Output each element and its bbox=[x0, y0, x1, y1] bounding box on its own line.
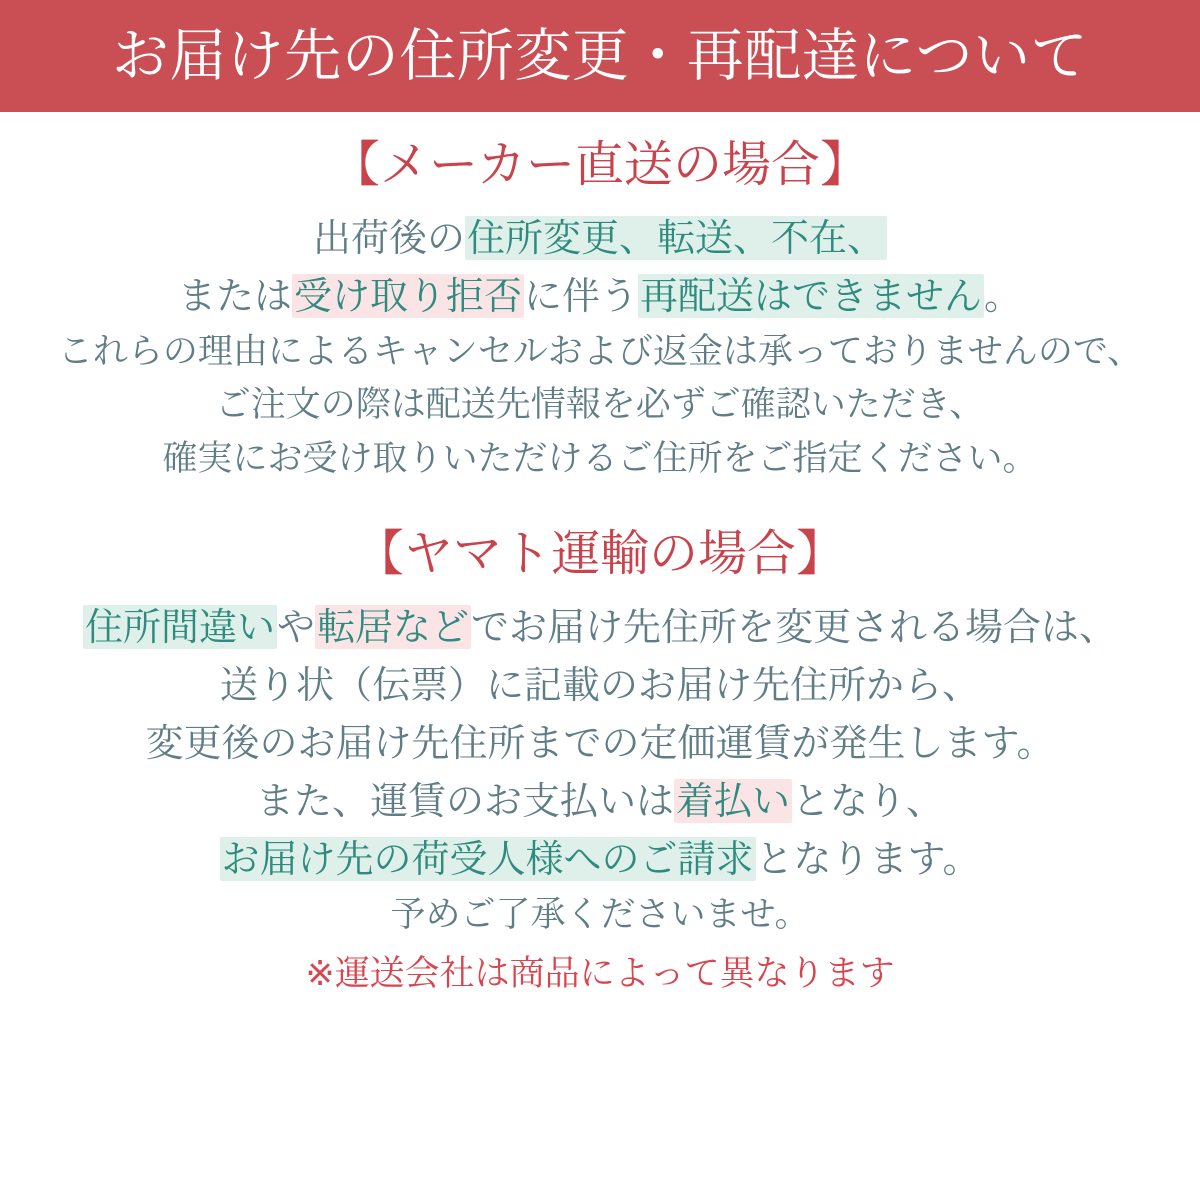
notice-line bbox=[0, 599, 1200, 657]
line-part-highlight: 再配送はできません bbox=[640, 273, 983, 318]
line-part: または bbox=[177, 273, 292, 318]
page-title: お届け先の住所変更・再配達について bbox=[111, 22, 1089, 89]
line-part: となり、 bbox=[792, 778, 945, 823]
line-part-highlight: 着払い bbox=[675, 778, 790, 823]
section-lines-yamato bbox=[0, 599, 1200, 942]
line-part: 変更後のお届け先住所までの定価運賃が発生します。 bbox=[145, 720, 1055, 765]
line-part-highlight: 転居など bbox=[317, 604, 470, 649]
line-part: に伴う bbox=[523, 273, 638, 318]
notice-body bbox=[0, 138, 1200, 998]
notice-line bbox=[0, 657, 1200, 715]
notice-line bbox=[0, 326, 1200, 380]
line-part: 送り状（伝票）に記載のお届け先住所から、 bbox=[219, 662, 980, 707]
line-part: 確実にお受け取りいただけるご住所をご指定ください。 bbox=[162, 439, 1038, 480]
page-header bbox=[0, 0, 1200, 112]
line-part: でお届け先住所を変更される場合は、 bbox=[471, 604, 1118, 649]
notice-line bbox=[0, 210, 1200, 268]
notice-line bbox=[0, 773, 1200, 831]
notice-line bbox=[0, 433, 1200, 487]
line-part: これらの理由によるキャンセルおよび返金は承っておりませんので、 bbox=[57, 331, 1143, 372]
section-heading-maker-direct: 【メーカー直送の場合】 bbox=[330, 136, 870, 193]
line-part: となります。 bbox=[755, 836, 981, 881]
line-part-highlight: お届け先の荷受人様へのご請求 bbox=[221, 836, 754, 881]
line-part: また、運賃のお支払いは bbox=[255, 778, 674, 823]
line-part: 出荷後の bbox=[312, 215, 465, 260]
section-divider-spacer bbox=[0, 487, 1200, 501]
line-part: や bbox=[276, 604, 315, 649]
line-part-highlight: 受け取り拒否 bbox=[293, 273, 522, 318]
section-heading-yamato: 【ヤマト運輸の場合】 bbox=[354, 524, 845, 582]
line-part-highlight: 住所変更、転送、不在、 bbox=[467, 215, 886, 260]
line-part: ご注文の際は配送先情報を必ずご確認いただき、 bbox=[215, 385, 985, 426]
notice-line bbox=[0, 379, 1200, 433]
section-lines-maker-direct bbox=[0, 210, 1200, 487]
notice-line bbox=[0, 268, 1200, 326]
notice-line bbox=[0, 831, 1200, 889]
notice-line bbox=[0, 715, 1200, 773]
line-part-highlight: 住所間違い bbox=[84, 604, 275, 649]
line-part: 。 bbox=[984, 273, 1023, 318]
footer-note: ※運送会社は商品によって異なります bbox=[305, 954, 895, 995]
notice-line bbox=[0, 889, 1200, 943]
line-part: 予めご了承くださいませ。 bbox=[390, 894, 810, 935]
